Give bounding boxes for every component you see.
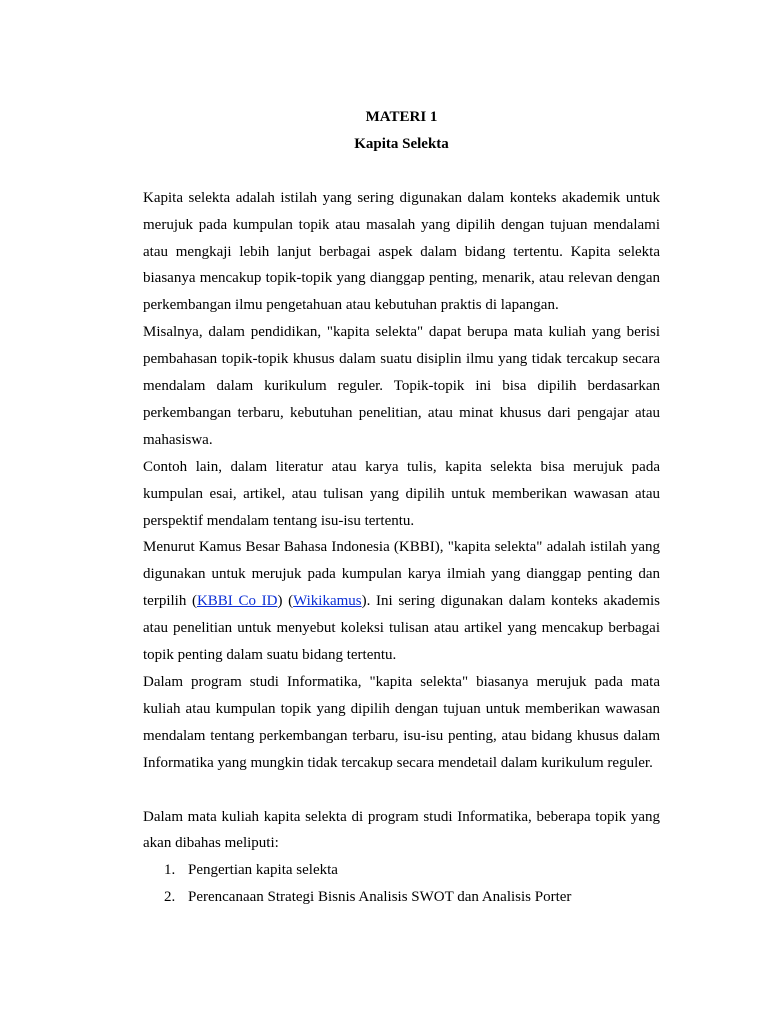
list-item bbox=[143, 857, 660, 884]
document-subtitle: Kapita Selekta bbox=[354, 135, 449, 152]
list-item-number: 2. bbox=[164, 889, 176, 906]
document-page bbox=[143, 104, 660, 911]
list-item-number-wrap bbox=[143, 884, 188, 911]
paragraph-kbbi bbox=[143, 534, 660, 669]
list-item-text: Perencanaan Strategi Bisnis Analisis SWOT dan Analisis Porter bbox=[188, 889, 572, 906]
kbbi-link[interactable]: KBBI Co ID bbox=[196, 593, 278, 610]
paragraph-literature-example: Contoh lain, dalam literatur atau karya tulis, kapita selekta bisa merujuk pada kumpulan esai, artikel, atau tulisan yang dipilih untuk memberikan wawasan atau perspektif mendalam tentang isu-isu tertentu. bbox=[143, 458, 660, 529]
paragraph-definition: Kapita selekta adalah istilah yang sering digunakan dalam konteks akademik untuk merujuk pada kumpulan topik atau masalah yang dipilih dengan tujuan mendalami atau mengkaji lebih lanjut berbagai aspek dalam bidang tertentu. Kapita selekta biasanya mencakup topik-topik yang dianggap penting, menarik, atau relevan dengan perkembangan ilmu pengetahuan atau kebutuhan praktis di lapangan. bbox=[143, 189, 660, 314]
list-item-text: Pengertian kapita selekta bbox=[188, 862, 338, 879]
list-item-number: 1. bbox=[164, 862, 176, 879]
wikikamus-link[interactable]: Wikikamus bbox=[293, 593, 362, 610]
paragraph-informatics: Dalam program studi Informatika, "kapita selekta" biasanya merujuk pada mata kuliah atau kumpulan topik yang dipilih dengan tujuan untuk memberikan wawasan mendalam tentang perkembangan terbaru, isu-isu penting, atau bidang khusus dalam Informatika yang mungkin tidak tercakup secara mendetail dalam kurikulum reguler. bbox=[143, 674, 660, 771]
kbbi-text-before: Menurut Kamus Besar Bahasa Indonesia (KBBI), "kapita selekta" adalah istilah yang digunakan untuk merujuk pada kumpulan karya ilmiah yang dianggap penting dan terpilih ( bbox=[143, 539, 660, 610]
document-title: MATERI 1 bbox=[365, 109, 438, 125]
paragraph-education-example: Misalnya, dalam pendidikan, "kapita selekta" dapat berupa mata kuliah yang berisi pembahasan topik-topik khusus dalam suatu disiplin ilmu yang tidak tercakup secara mendalam dalam kurikulum reguler. Topik-topik ini bisa dipilih berdasarkan perkembangan terbaru, kebutuhan penelitian, atau minat khusus dari pengajar atau mahasiswa. bbox=[143, 324, 660, 448]
list-item-number-wrap bbox=[143, 857, 188, 884]
kbbi-text-between: ) ( bbox=[277, 593, 294, 610]
blank-line bbox=[143, 158, 660, 185]
kbbi-text-after: ). Ini sering digunakan dalam konteks akademis atau penelitian untuk menyebut koleksi tulisan atau artikel yang mencakup berbagai topik penting dalam suatu bidang tertentu. bbox=[143, 593, 661, 664]
blank-line bbox=[143, 777, 660, 804]
list-item bbox=[143, 884, 660, 911]
topics-intro: Dalam mata kuliah kapita selekta di program studi Informatika, beberapa topik yang akan dibahas meliputi: bbox=[143, 808, 660, 852]
topics-list bbox=[143, 857, 660, 911]
